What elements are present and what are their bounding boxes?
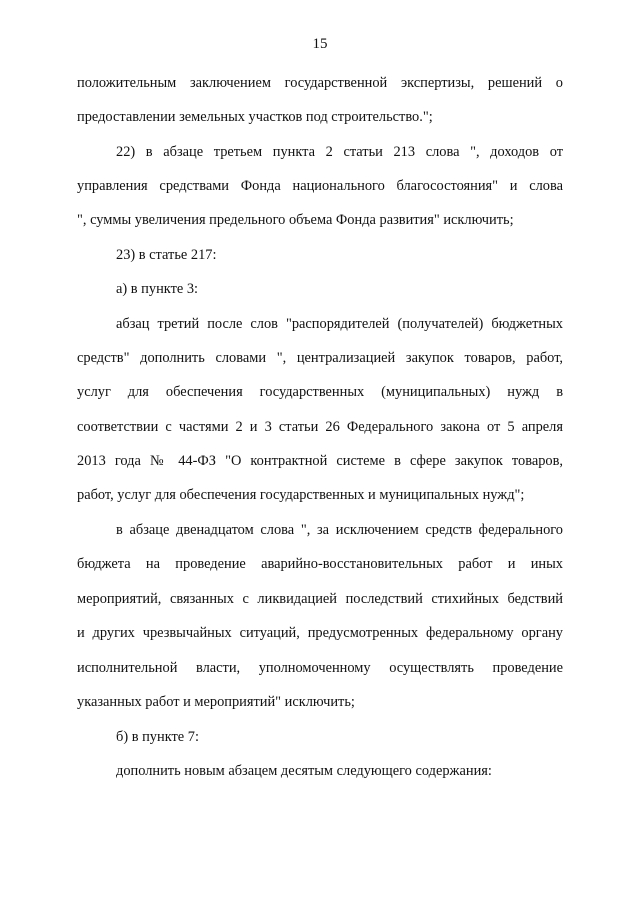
page-number: 15 [312, 36, 328, 52]
text-line: ", суммы увеличения предельного объема Фонда развития" исключить; [77, 212, 514, 228]
text-line: абзац третий после слов "распорядителей (получателей) бюджетных [116, 316, 563, 332]
text-line: средств" дополнить словами ", централизацией закупок товаров, работ, [77, 350, 563, 366]
text-line: предоставлении земельных участков под строительство."; [77, 109, 433, 125]
text-line: исполнительной власти, уполномоченному осуществлять проведение [77, 660, 563, 676]
text-line: указанных работ и мероприятий" исключить; [77, 694, 355, 710]
text-line: в абзаце двенадцатом слова ", за исключением средств федерального [116, 522, 563, 538]
text-line: 22) в абзаце третьем пункта 2 статьи 213 слова ", доходов от [116, 144, 563, 160]
text-line: 2013 года № 44-ФЗ "О контрактной системе в сфере закупок товаров, [77, 453, 563, 469]
text-line: а) в пункте 3: [116, 281, 199, 297]
text-line: положительным заключением государственной экспертизы, решений о [77, 75, 563, 91]
text-line: мероприятий, связанных с ликвидацией последствий стихийных бедствий [77, 591, 563, 607]
text-line: дополнить новым абзацем десятым следующего содержания: [116, 763, 492, 779]
text-line: управления средствами Фонда национального благосостояния" и слова [77, 178, 563, 194]
text-line: соответствии с частями 2 и 3 статьи 26 Федерального закона от 5 апреля [77, 419, 563, 435]
text-line: работ, услуг для обеспечения государственных и муниципальных нужд"; [77, 487, 525, 503]
text-line: услуг для обеспечения государственных (муниципальных) нужд в [77, 384, 563, 400]
text-line: бюджета на проведение аварийно-восстановительных работ и иных [77, 556, 563, 572]
text-line: и других чрезвычайных ситуаций, предусмотренных федеральному органу [77, 625, 563, 641]
text-line: 23) в статье 217: [116, 247, 217, 263]
text-line: б) в пункте 7: [116, 729, 199, 745]
